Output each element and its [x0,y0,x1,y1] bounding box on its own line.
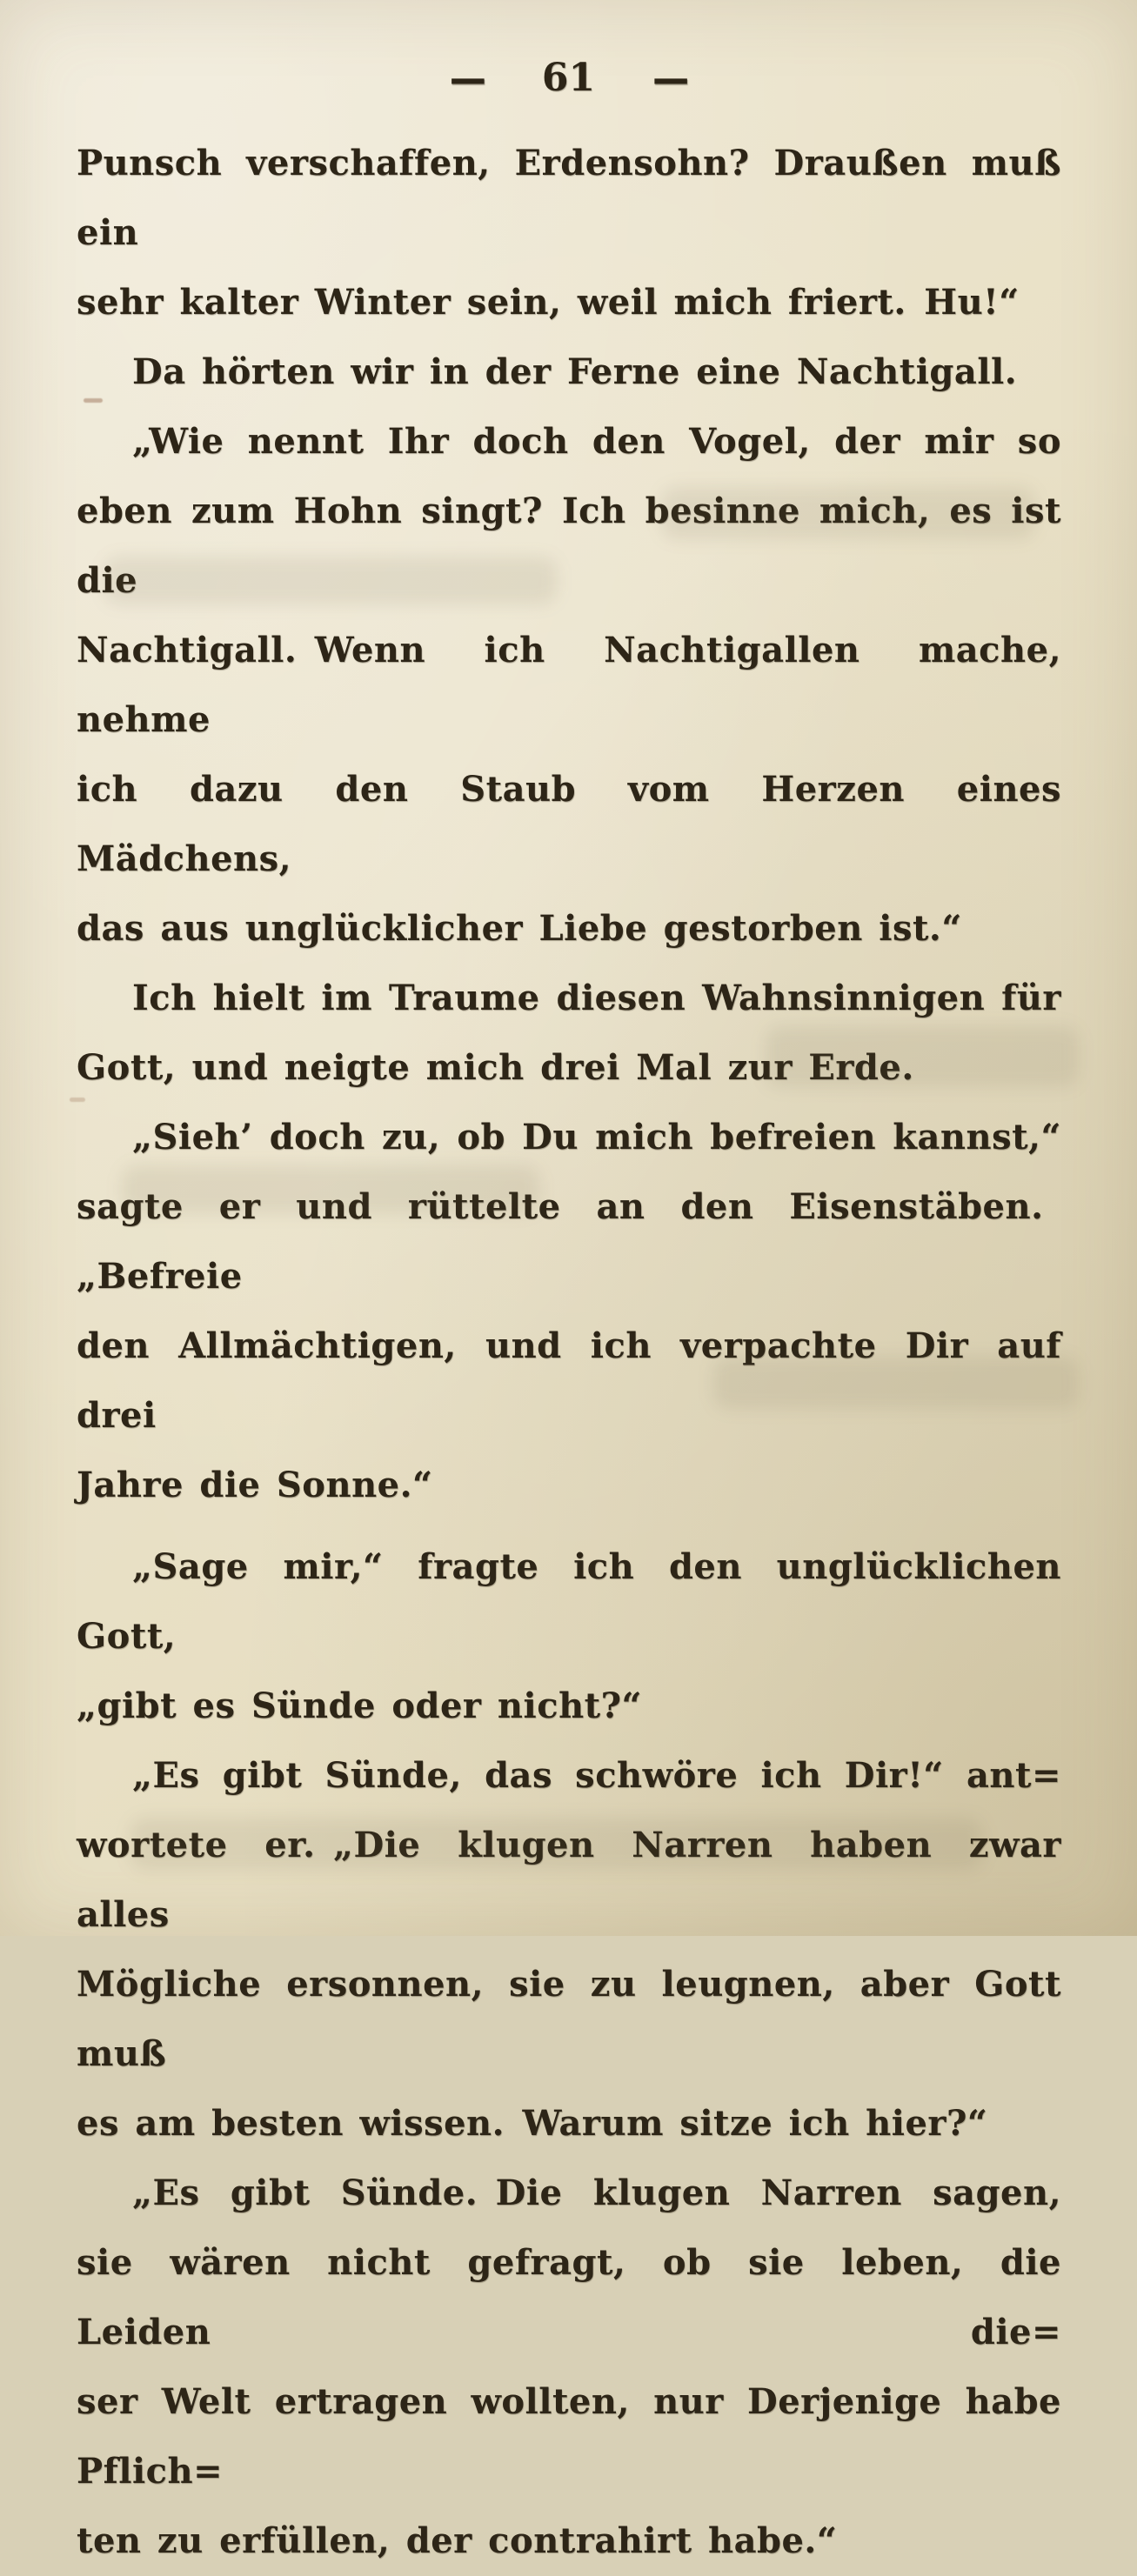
text-line: den Allmächtigen, und ich verpachte Dir auf drei [77,1325,1061,1436]
text-line: Punsch verschaffen, Erdensohn? Draußen muß ein [77,143,1061,253]
text-line: Jahre die Sonne.“ [77,1465,433,1505]
text-line: „Sage mir,“ fragte ich den unglücklichen Gott, [77,1546,1061,1657]
text-line: ich dazu den Staub vom Herzen eines Mädchens, [77,769,1061,879]
bleed-through-artifact [104,557,557,604]
text-line: wortete er. „Die klugen Narren haben zwar alles [77,1825,1061,1935]
text-line: es am besten wissen. Warum sitze ich hier?“ [77,2103,988,2144]
text-line: Gott, und neigte mich drei Mal zur Erde. [77,1047,914,1088]
text-line: Da hörten wir in der Ferne eine Nachtigall. [132,351,1018,392]
margin-mark [70,1098,85,1102]
text-line: das aus unglücklicher Liebe gestorben ist.“ [77,908,962,949]
paragraph [77,337,1061,407]
text-line: Mögliche ersonnen, sie zu leugnen, aber Gott muß [77,1964,1061,2074]
text-line: „Wie nennt Ihr doch den Vogel, der mir so [132,421,1061,462]
header-dash-right: — [652,50,688,105]
margin-mark [84,398,103,403]
bleed-through-artifact [766,1026,1079,1087]
text-line: sehr kalter Winter sein, weil mich friert. Hu!“ [77,282,1020,323]
header-dash-left: — [449,50,485,105]
text-line: eben zum Hohn singt? Ich besinne mich, es ist die [77,491,1061,601]
paragraph [77,1532,1061,1741]
paragraph [77,2159,1061,2576]
paragraph [77,1741,1061,2159]
text-line: „Es gibt Sünde, das schwöre ich Dir!“ ant= [132,1755,1061,1796]
paragraph [77,129,1061,337]
bleed-through-artifact [661,487,1035,539]
text-line: „Es gibt Sünde. Die klugen Narren sagen, [132,2172,1061,2213]
text-line: sagte er und rüttelte an den Eisenstäben. „Befreie [77,1186,1061,1297]
running-head [0,50,1137,105]
text-line: ten zu erfüllen, der contrahirt habe.“ [77,2520,838,2561]
text-line: „Sieh’ doch zu, ob Du mich befreien kannst,“ [132,1117,1061,1158]
bleed-through-artifact [130,1818,983,1870]
text-line: Ich hielt im Traume diesen Wahnsinnigen für [132,978,1061,1018]
page-number: 61 [541,56,596,100]
text-line: ser Welt ertragen wollten, nur Derjenige habe Pflich= [77,2381,1061,2492]
text-line: Nachtigall. Wenn ich Nachtigallen mache, nehme [77,630,1061,740]
bleed-through-artifact [122,1165,539,1213]
text-line: sie wären nicht gefragt, ob sie leben, die Leiden die= [77,2242,1061,2352]
text-line: „gibt es Sünde oder nicht?“ [77,1685,643,1726]
bleed-through-artifact [713,1357,1079,1409]
